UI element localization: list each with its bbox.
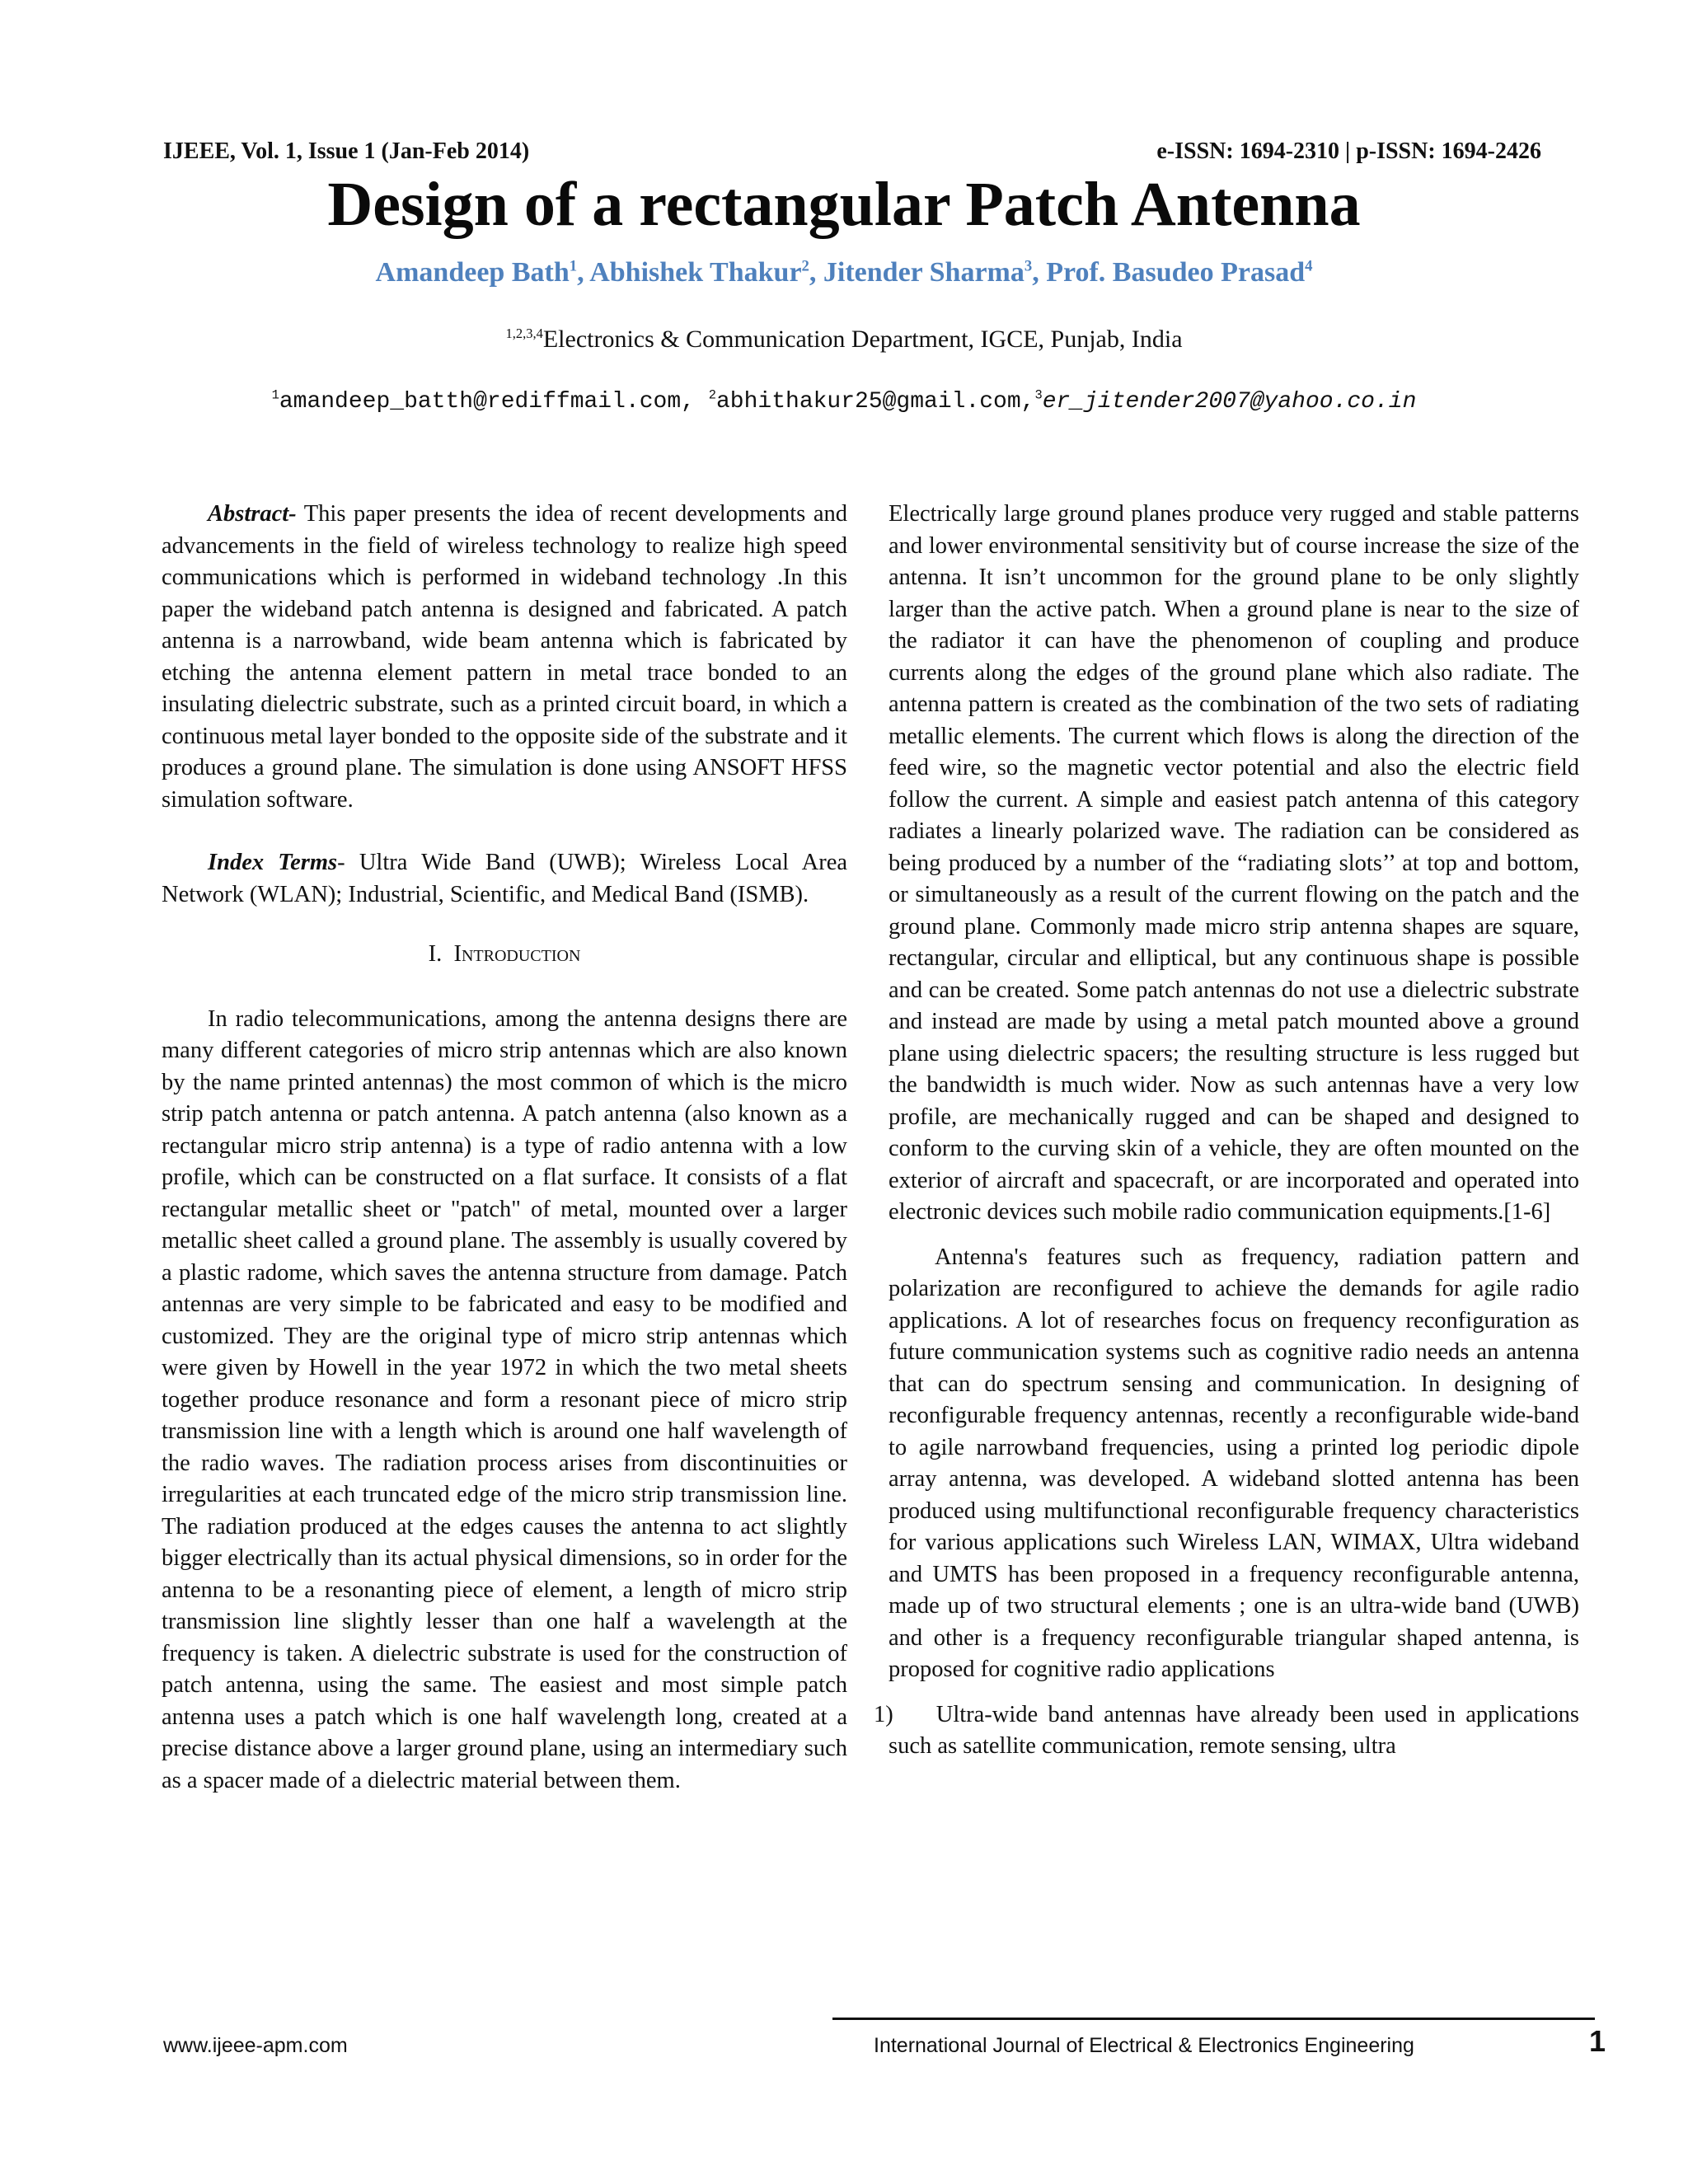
paper-title: Design of a rectangular Patch Antenna (327, 170, 1361, 239)
email-list (0, 389, 1688, 415)
footer-journal-name: International Journal of Electrical & Electronics Engineering (874, 2034, 1414, 2057)
abstract (162, 499, 847, 816)
author-name: Prof. Basudeo Prasad (1046, 257, 1306, 288)
author-name: Amandeep Bath (375, 257, 570, 288)
affiliation-mark: 1,2,3,4 (505, 326, 543, 341)
email-address[interactable]: amandeep_batth@rediffmail.com, (279, 389, 695, 415)
list-marker: 1) (874, 1701, 893, 1727)
author-affil-mark: 2 (801, 257, 809, 275)
email-mark: 2 (708, 387, 716, 403)
list-item-text: Ultra-wide band antennas have already been used in applications such as satellite communication, remote sensing, ultra (889, 1701, 1579, 1759)
author-name: Jitender Sharma (823, 257, 1025, 288)
email-mark: 1 (271, 387, 279, 403)
index-terms (162, 847, 847, 911)
intro-paragraph: In radio telecommunications, among the antenna designs there are many different categories of micro strip antennas which are also known by the name printed antennas) the most common of which is the micro strip patch antenna or patch antenna. A patch antenna (also known as a rectangular micro strip antenna) is a type of radio antenna with a low profile, which can be constructed on a flat surface. It consists of a flat rectangular metallic sheet or "patch" of metal, mounted over a larger metallic sheet called a ground plane. The assembly is usually covered by a plastic radome, which saves the antenna structure from damage. Patch antennas are very simple to be fabricated and easy to be modified and customized. They are the original type of micro strip antennas which were given by Howell in the year 1972 in which the two metal sheets together produce resonance and form a resonant piece of micro strip transmission line with a length which is around one half wavelength of the radio waves. The radiation process arises from discontinuities or irregularities at each truncated edge of the micro strip transmission line. The radiation produced at the edges causes the antenna to act slightly bigger electrically than its actual physical dimensions, so in order for the antenna to be a resonanting piece of element, a length of micro strip transmission line slightly lesser than one half a wavelength at the frequency is taken. A dielectric substrate is used for the construction of patch antenna, using the same. The easiest and most simple patch antenna uses a patch which is one half wavelength long, created at a precise distance above a larger ground plane, using an intermediary such as a spacer made of a dielectric material between them. (162, 1005, 847, 1793)
page-number: 1 (1588, 2024, 1606, 2058)
left-column (162, 499, 847, 1797)
affiliation-text: Electronics & Communication Department, IGCE, Punjab, India (542, 326, 1183, 353)
abstract-text: This paper presents the idea of recent developments and advancements in the field of wireless technology to realize high speed communications which is performed in wideband technology .In this paper the wideband patch antenna is designed and fabricated. A patch antenna is a narrowband, wide beam antenna which is fabricated by etching the antenna element pattern in metal trace bonded to an insulating dielectric substrate, such as a printed circuit board, in which a continuous metal layer bonded to the opposite side of the substrate and it produces a ground plane. The simulation is done using ANSOFT HFSS simulation software. (162, 501, 847, 813)
author-name: Abhishek Thakur (589, 257, 802, 288)
right-column (874, 499, 1579, 1763)
journal-header: IJEEE, Vol. 1, Issue 1 (Jan-Feb 2014) (163, 138, 530, 164)
author-affil-mark: 1 (569, 257, 578, 275)
list-item (874, 1699, 1579, 1763)
footer-website[interactable]: www.ijeee-apm.com (163, 2034, 348, 2057)
email-address[interactable]: abhithakur25@gmail.com, (716, 389, 1035, 415)
email-address[interactable]: er_jitender2007@yahoo.co.in (1042, 389, 1417, 415)
author-affil-mark: 4 (1305, 257, 1313, 275)
index-terms-text: - Ultra Wide Band (UWB); Wireless Local Area Network (WLAN); Industrial, Scientific, and Medical Band (ISMB). (162, 850, 848, 907)
body-paragraph: Electrically large ground planes produce very rugged and stable patterns and lower environmental sensitivity but of course increase the size of the antenna. It isn’t uncommon for the ground plane to be only slightly larger than the active patch. When a ground plane is near to the size of the radiator it can have the phenomenon of coupling and produce currents along the edges of the ground plane which also radiate. The antenna pattern is created as the combination of the two sets of radiating metallic elements. The current which flows is along the direction of the feed wire, so the magnetic vector potential and also the electric field follow the current. A simple and easiest patch antenna of this category radiates a linearly polarized wave. The radiation can be considered as being produced by a number of the “radiating slots’’ at top and bottom, or simultaneously as a result of the current flowing on the patch and the ground plane. Commonly made micro strip antenna shapes are square, rectangular, circular and elliptical, but any continuous shape is possible and can be created. Some patch antennas do not use a dielectric substrate and instead are made by using a metal patch mounted above a ground plane using dielectric spacers; the resulting structure is less rugged but the bandwidth is much wider. Now as such antennas have a very low profile, are mechanically rugged and can be shaped and designed to conform to the curving skin of a vehicle, they are often mounted on the exterior of aircraft and spacecraft, or are incorporated and operated into electronic devices such mobile radio communication equipments.[1-6] (889, 501, 1579, 1225)
footer-rule (832, 2018, 1595, 2020)
email-mark: 3 (1034, 387, 1043, 403)
author-list (0, 257, 1688, 288)
affiliation (0, 326, 1688, 354)
section-number: I. (428, 941, 443, 967)
author-separator: , (1032, 257, 1047, 288)
abstract-label: Abstract- (208, 501, 297, 527)
issn-header: e-ISSN: 1694-2310 | p-ISSN: 1694-2426 (1156, 138, 1541, 164)
author-separator: , (577, 257, 590, 288)
section-heading (162, 939, 847, 971)
section-title: Introduction (453, 941, 581, 967)
index-terms-label: Index Terms (208, 850, 338, 875)
author-affil-mark: 3 (1024, 257, 1033, 275)
author-separator: , (809, 257, 823, 288)
body-paragraph: Antenna's features such as frequency, radiation pattern and polarization are reconfigured to achieve the demands for agile radio applications. A lot of researches focus on frequency reconfiguration as future communication systems such as cognitive radio needs an antenna that can do spectrum sensing and communication. In designing of reconfigurable frequency antennas, recently a reconfigurable wide-band to agile narrowband frequencies, using a printed log periodic dipole array antenna, was developed. A wideband slotted antenna has been produced using multifunctional reconfigurable frequency characteristics for various applications such Wireless LAN, WIMAX, Ultra wideband and UMTS has been proposed in a frequency reconfigurable antenna, made up of two structural elements ; one is an ultra-wide band (UWB) and other is a frequency reconfigurable triangular shaped antenna, is proposed for cognitive radio applications (889, 1244, 1579, 1682)
